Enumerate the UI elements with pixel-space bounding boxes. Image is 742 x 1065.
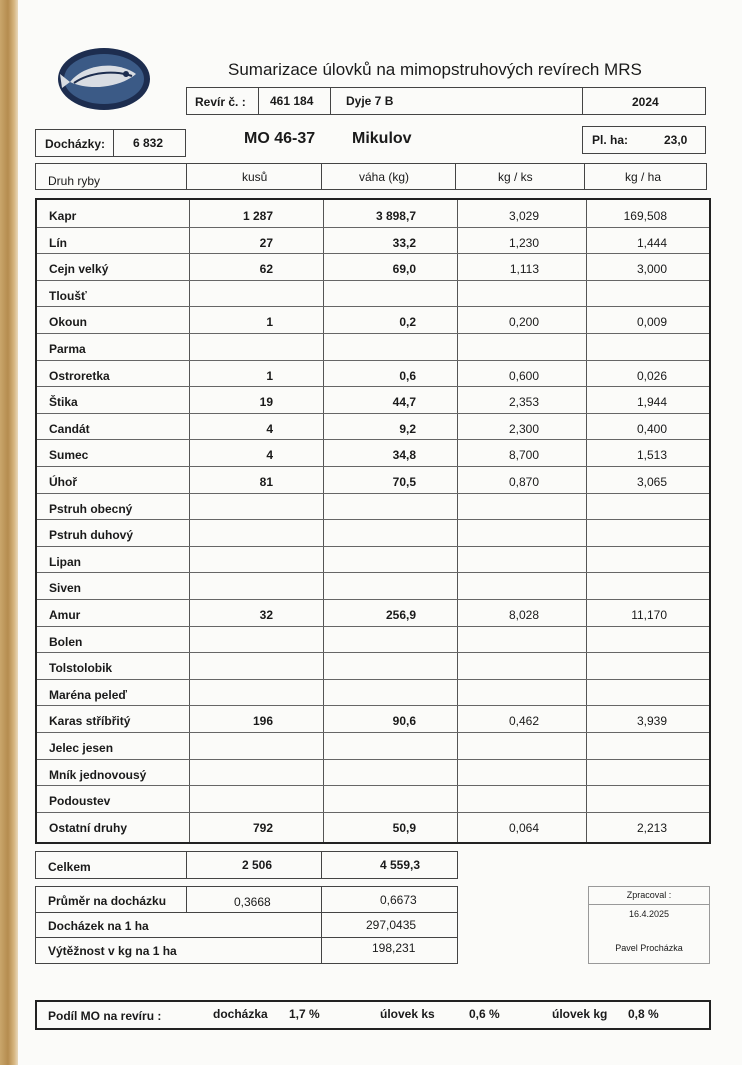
fish-name: Karas stříbřitý <box>49 714 131 729</box>
kg-per-piece: 0,200 <box>508 315 539 330</box>
fish-count: 19 <box>259 395 273 410</box>
table-row <box>37 306 709 333</box>
dochazek-value: 297,0435 <box>366 918 417 932</box>
mo-code: MO 46-37 <box>244 130 316 147</box>
kg-per-ha: 0,009 <box>636 315 667 330</box>
fish-name: Amur <box>49 608 81 622</box>
revir-year: 2024 <box>632 95 659 109</box>
kg-per-ha: 3,065 <box>636 475 667 489</box>
table-row <box>37 493 709 520</box>
table-row <box>37 280 709 307</box>
kg-per-piece: 2,300 <box>508 421 539 436</box>
fish-weight: 90,6 <box>392 714 416 729</box>
header-kgks: kg / ks <box>498 170 533 184</box>
kg-per-piece: 1,113 <box>509 262 539 277</box>
kg-per-piece: 8,028 <box>508 608 539 622</box>
fish-name: Lipan <box>49 554 81 569</box>
fish-name: Parma <box>49 342 86 356</box>
podil-dochazka-label: docházka <box>213 1007 268 1021</box>
kg-per-ha: 3,939 <box>636 714 667 729</box>
kg-per-piece: 0,064 <box>508 820 539 835</box>
prumer-ks: 0,3668 <box>234 895 271 909</box>
zpracoval-name: Pavel Procházka <box>615 943 683 953</box>
fish-count: 1 287 <box>242 209 273 223</box>
kg-per-ha: 1,444 <box>636 235 667 250</box>
dochazek-label: Docházek na 1 ha <box>48 919 149 933</box>
kg-per-ha: 169,508 <box>623 209 667 223</box>
fish-name: Ostroretka <box>49 368 110 383</box>
table-row <box>37 546 709 573</box>
kg-per-piece: 1,230 <box>508 235 539 250</box>
revir-label: Revír č. : <box>195 95 246 109</box>
fish-name: Mník jednovousý <box>49 767 147 782</box>
fish-weight: 33,2 <box>392 235 416 250</box>
table-row <box>37 386 709 413</box>
podil-ulovek-ks-value: 0,6 % <box>469 1007 500 1021</box>
table-row <box>37 679 709 706</box>
fish-weight: 3 898,7 <box>375 209 416 223</box>
table-row <box>37 253 709 280</box>
table-row <box>37 333 709 360</box>
prumer-label: Průměr na docházku <box>48 894 167 908</box>
kg-per-ha: 1,944 <box>636 395 667 410</box>
fish-weight: 69,0 <box>392 262 416 277</box>
table-row <box>37 466 709 493</box>
catch-table <box>35 198 711 844</box>
vytoznost-value: 198,231 <box>372 941 416 955</box>
revir-name: Dyje 7 B <box>346 94 394 108</box>
table-row <box>37 626 709 653</box>
revir-number: 461 184 <box>270 94 314 108</box>
fish-count: 196 <box>252 714 273 729</box>
fish-weight: 256,9 <box>385 608 416 622</box>
fish-name: Štika <box>49 395 78 410</box>
vytoznost-label: Výtěžnost v kg na 1 ha <box>48 944 177 958</box>
table-row <box>37 599 709 626</box>
table-row <box>37 360 709 387</box>
fish-name: Tloušť <box>49 288 87 303</box>
fish-name: Maréna peleď <box>49 687 127 702</box>
table-row <box>37 785 709 812</box>
fish-count: 62 <box>259 262 273 277</box>
prumer-kg: 0,6673 <box>380 893 417 907</box>
podil-dochazka-value: 1,7 % <box>289 1007 320 1021</box>
plocha-label: Pl. ha: <box>592 133 629 147</box>
fish-weight: 0,6 <box>399 368 416 383</box>
revir-box <box>186 87 706 115</box>
fish-count: 81 <box>259 475 273 489</box>
kg-per-piece: 0,462 <box>508 714 539 729</box>
dochazky-value: 6 832 <box>133 136 164 150</box>
table-row <box>37 812 709 839</box>
fish-weight: 44,7 <box>392 395 416 410</box>
fish-name: Bolen <box>49 634 83 649</box>
fish-name: Lín <box>49 235 67 250</box>
zpracoval-label: Zpracoval : <box>626 890 672 900</box>
document-title: Sumarizace úlovků na mimopstruhových revírech MRS <box>228 60 642 79</box>
zpracoval-date: 16.4.2025 <box>628 909 670 919</box>
fish-weight: 70,5 <box>392 475 416 489</box>
kg-per-piece: 8,700 <box>508 448 539 463</box>
table-row <box>37 572 709 599</box>
table-row <box>37 732 709 759</box>
mrs-logo <box>56 46 152 112</box>
fish-weight: 9,2 <box>399 421 416 436</box>
table-row <box>37 439 709 466</box>
kg-per-piece: 3,029 <box>508 209 539 223</box>
fish-weight: 50,9 <box>392 820 416 835</box>
fish-name: Pstruh obecný <box>49 501 133 516</box>
plocha-value: 23,0 <box>664 133 688 147</box>
fish-name: Tolstolobik <box>49 661 113 676</box>
fish-name: Candát <box>49 421 90 436</box>
fish-count: 792 <box>252 820 273 835</box>
table-row <box>37 519 709 546</box>
fish-count: 32 <box>259 608 273 622</box>
fish-name: Pstruh duhový <box>49 528 134 543</box>
fish-name: Siven <box>49 581 82 596</box>
table-row <box>37 705 709 732</box>
fish-count: 4 <box>266 421 273 436</box>
header-kusu: kusů <box>242 170 268 184</box>
kg-per-ha: 2,213 <box>636 820 667 835</box>
fish-count: 4 <box>266 448 273 463</box>
podil-ulovek-ks-label: úlovek ks <box>380 1007 435 1021</box>
table-row <box>37 200 709 227</box>
podil-ulovek-kg-value: 0,8 % <box>628 1007 659 1021</box>
fish-weight: 34,8 <box>392 448 416 463</box>
table-row <box>37 652 709 679</box>
header-vaha: váha (kg) <box>359 170 410 184</box>
fish-name: Sumec <box>49 448 89 463</box>
fish-count: 1 <box>266 315 273 330</box>
fish-weight: 0,2 <box>399 315 416 330</box>
fish-name: Podoustev <box>49 794 111 809</box>
header-druh: Druh ryby <box>48 174 101 188</box>
kg-per-ha: 3,000 <box>636 262 667 277</box>
celkem-kusu: 2 506 <box>242 858 273 872</box>
table-row <box>37 759 709 786</box>
fish-name: Jelec jesen <box>49 741 114 755</box>
kg-per-ha: 11,170 <box>631 608 667 622</box>
table-row <box>37 227 709 254</box>
header-kgha: kg / ha <box>625 170 662 184</box>
mo-name: Mikulov <box>352 130 412 147</box>
kg-per-piece: 0,600 <box>508 368 539 383</box>
fish-name: Okoun <box>49 315 87 330</box>
table-row <box>37 413 709 440</box>
dochazky-label: Docházky: <box>45 137 106 151</box>
fish-count: 1 <box>266 368 273 383</box>
fish-name: Úhoř <box>49 475 77 489</box>
kg-per-ha: 0,400 <box>636 421 667 436</box>
celkem-label: Celkem <box>48 860 91 874</box>
kg-per-piece: 0,870 <box>508 475 539 489</box>
celkem-vaha: 4 559,3 <box>380 858 421 872</box>
podil-ulovek-kg-label: úlovek kg <box>552 1007 608 1021</box>
fish-name: Ostatní druhy <box>49 820 128 835</box>
kg-per-ha: 0,026 <box>636 368 667 383</box>
podil-label: Podíl MO na revíru : <box>48 1009 162 1023</box>
kg-per-ha: 1,513 <box>636 448 667 463</box>
fish-count: 27 <box>259 235 273 250</box>
fish-name: Cejn velký <box>49 262 109 277</box>
fish-name: Kapr <box>49 209 77 223</box>
kg-per-piece: 2,353 <box>508 395 539 410</box>
